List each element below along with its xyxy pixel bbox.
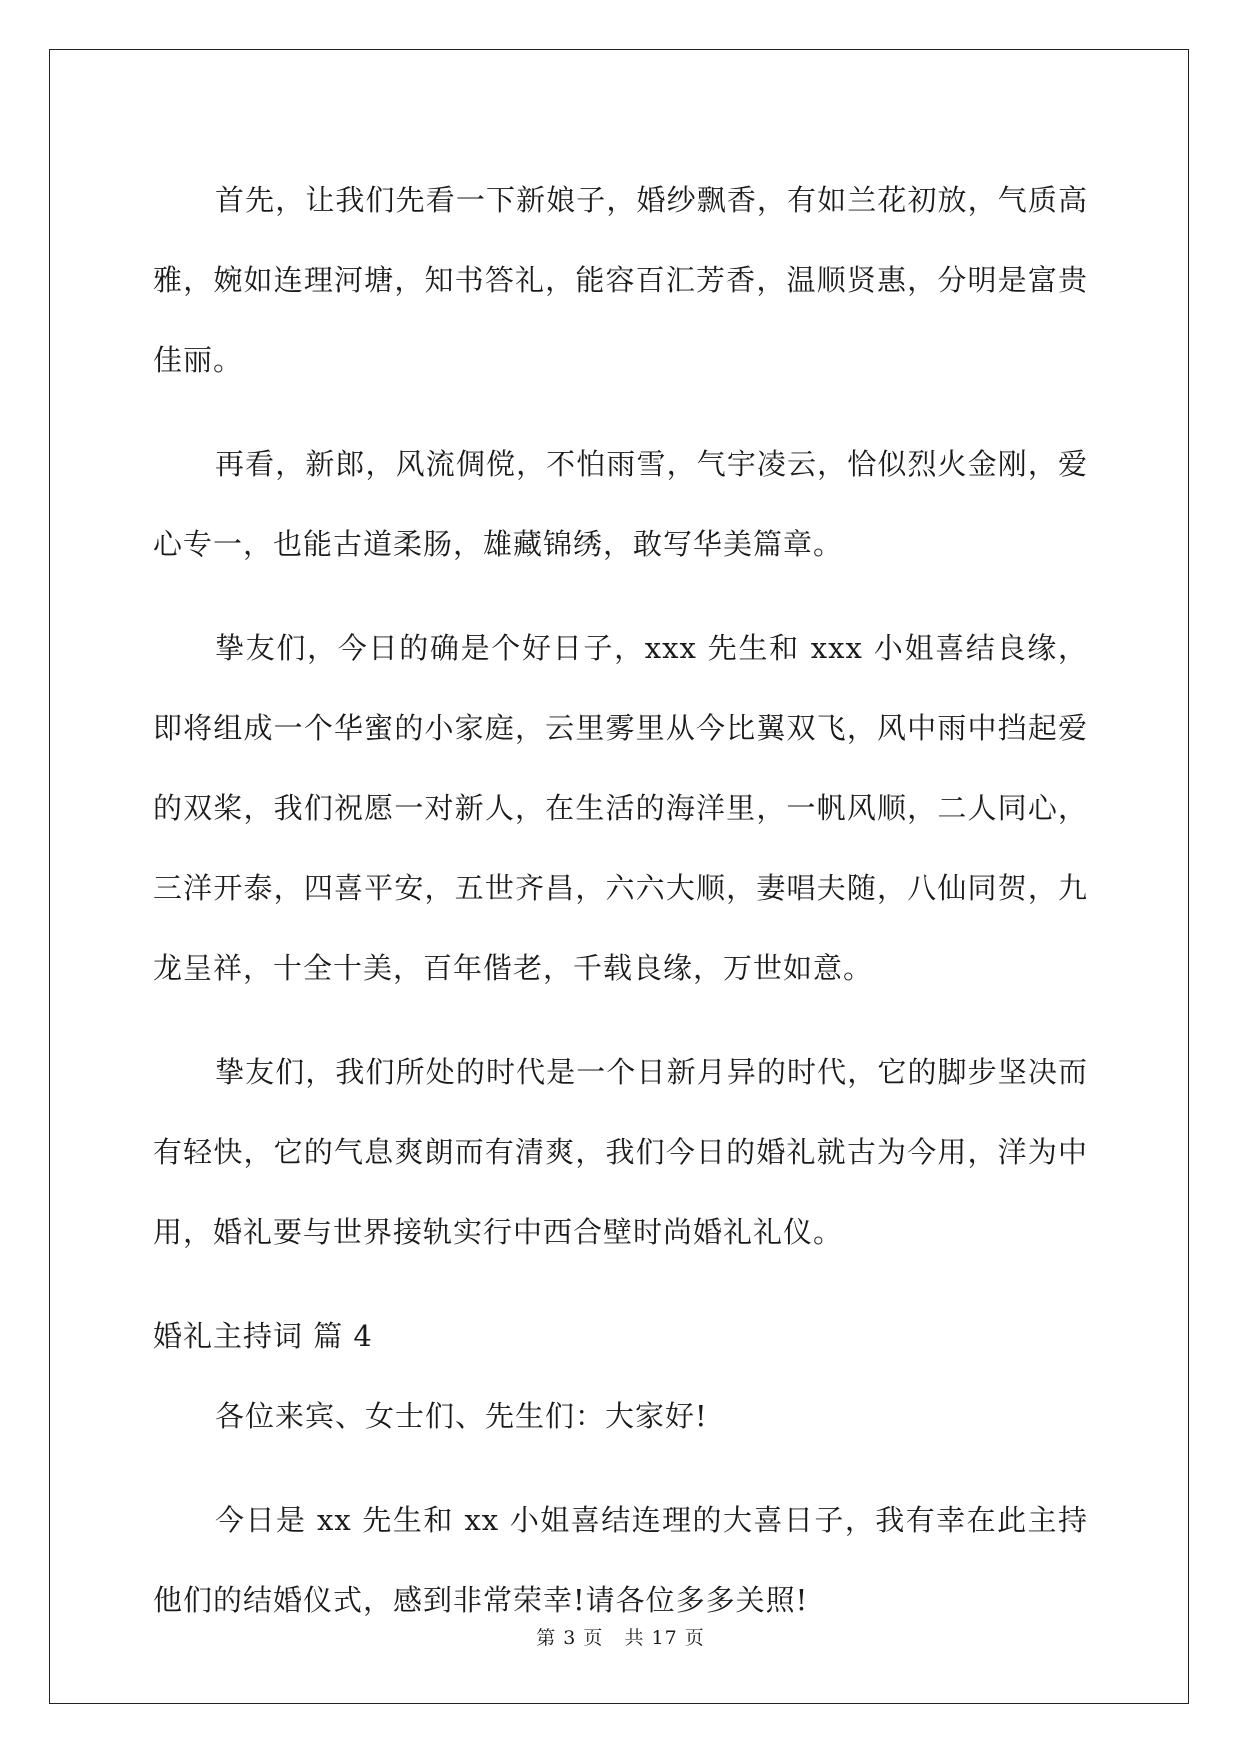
- document-body: [153, 160, 1088, 1664]
- paragraph-modern-era: 挚友们，我们所处的时代是一个日新月异的时代，它的脚步坚决而有轻快，它的气息爽朗而有清爽，我们今日的婚礼就古为今用，洋为中用，婚礼要与世界接轨实行中西合壁时尚婚礼礼仪。: [153, 1055, 1088, 1249]
- page-footer: [0, 1623, 1241, 1650]
- paragraph-groom: 再看，新郎，风流倜傥，不怕雨雪，气宇凌云，恰似烈火金刚，爱心专一，也能古道柔肠，雄藏锦绣，敢写华美篇章。: [153, 447, 1088, 561]
- page-number: 第 3 页: [536, 1627, 604, 1649]
- paragraph-greeting: 各位来宾、女士们、先生们：大家好!: [215, 1399, 708, 1433]
- paragraph-blessings: 挚友们，今日的确是个好日子，xxx 先生和 xxx 小姐喜结良缘，即将组成一个华蜜的小家庭，云里雾里从今比翼双飞，风中雨中挡起爱的双桨，我们祝愿一对新人，在生活的海洋里，一帆风顺，二人同心，三洋开泰，四喜平安，五世齐昌，六六大顺，妻唱夫随，八仙同贺，九龙呈祥，十全十美，百年偕老，千载良缘，万世如意。: [153, 631, 1088, 985]
- paragraph-opening: 今日是 xx 先生和 xx 小姐喜结连理的大喜日子，我有幸在此主持他们的结婚仪式，感到非常荣幸!请各位多多关照!: [153, 1503, 1088, 1617]
- paragraph-bride: 首先，让我们先看一下新娘子，婚纱飘香，有如兰花初放，气质高雅，婉如连理河塘，知书答礼，能容百汇芳香，温顺贤惠，分明是富贵佳丽。: [153, 183, 1088, 377]
- section-heading: 婚礼主持词 篇 4: [153, 1319, 373, 1353]
- page-total: 共 17 页: [624, 1627, 705, 1649]
